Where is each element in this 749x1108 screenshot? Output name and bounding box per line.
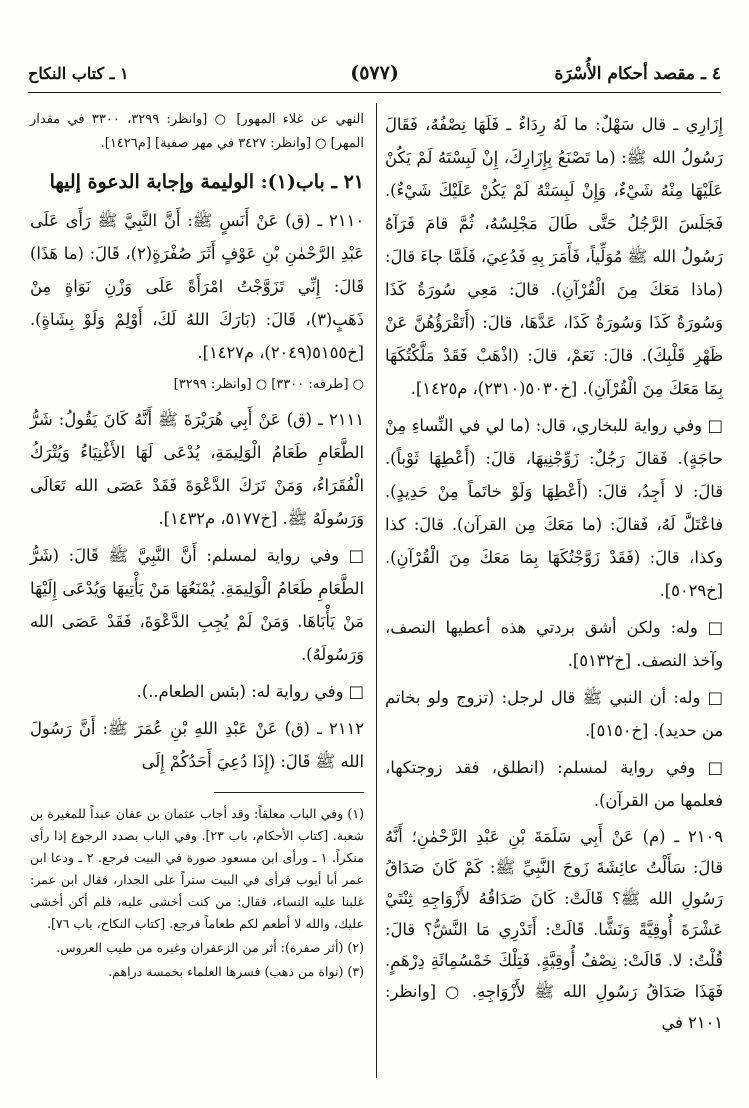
muslim-variant: □ وفي رواية لمسلم: (انطلق، فقد زوجتكها، فعلمها من القرآن). <box>385 758 723 810</box>
hadith-2110: ٢١١٠ ـ (ق) عَنْ أَنَسٍ ﷺ: أَنَّ النَّبِيَّ ﷺ رَأَى عَلَى عَبْدِ الرَّحْمٰنِ بْنِ عَوْفٍ أَثَرَ صُفْرَةٍ(٢)، قَالَ: (ما هَذَا) قَالَ: إِنِّي تَزَوَّجْتُ امْرَأَةً عَلَى وَزْنِ نَوَاةٍ مِنْ ذَهَبٍ(٣)، قَالَ: (بَارَكَ اللهُ لَكَ، أَوْلِمْ وَلَوْ بِشَاةٍ). [خ٥١٥٥(٢٠٤٩)، م١٤٢٧]. <box>30 211 364 362</box>
muslim-variant: □ وفي رواية لمسلم: أَنَّ النَّبِيَّ ﷺ قَالَ: (شَرُّ الطَّعَامِ طَعَامُ الْوَلِيمَةِ. يُمْنَعُهَا مَنْ يَأْتِيهَا وَيُدْعَى إِلَيْهَا مَنْ يَأْبَاهَا. وَمَنْ لَمْ يُجِبِ الدَّعْوَةَ، فَقَدْ عَصَى الله وَرَسُولَهُ). <box>30 546 364 664</box>
variant-note: □ وله: أن النبي ﷺ قال لرجل: (تزوج ولو بخاتم من حديد). [خ٥١٥٠]. <box>385 688 723 740</box>
footnote-separator <box>214 792 364 793</box>
right-column <box>385 108 723 1042</box>
page-number: (٥٧٧) <box>350 62 399 84</box>
variant-note: □ وله: ولكن أشق بردتي هذه أعطيها النصف، وآخذ النصف. [خ٥١٣٢]. <box>385 618 723 670</box>
header-section-title: ٤ ـ مقصد أحكام الأُسْرَة <box>554 64 721 84</box>
header-chapter-title: ١ ـ كتاب النكاح <box>28 64 129 83</box>
hadith-2112: ٢١١٢ ـ (ق) عَنْ عَبْدِ اللهِ بْنِ عُمَرَ ﷺ: أَنَّ رَسُولَ الله ﷺ قَالَ: (إِذَا دُعِيَ أَحَدُكُمْ إِلَى <box>30 719 364 771</box>
hadith-continuation: إِزَارِي ـ قال سَهْلٌ: ما لَهُ رِدَاءٌ ـ فَلَهَا نِصْفُهُ، فَقَالَ رَسُولُ الله ﷺ: (ما تَصْنَعُ بِإِزَارِكَ، إِنْ لَبِسْتَهُ لَمْ يَكُنْ عَلَيْهَا مِنْهُ شَيْءٌ، وَإِنْ لَبِسَتْهُ لَمْ يَكُنْ عَلَيْكَ شَيْءٌ). فَجَلَسَ الرَّجُلُ حَتَّى طَالَ مَجْلِسُهُ، ثُمَّ قامَ فَرَآهُ رَسُولُ الله ﷺ مُوَلِّياً، فَأَمَرَ بِهِ فَدُعِيَ، فَلَمَّا جاءَ قالَ: (ماذا مَعَكَ مِنَ الْقُرْآنِ). قالَ: مَعِي سُورَةُ كَذَا وَسُورَةُ كَذَا وَسُورَةُ كَذَا، عَدَّهَا، قالَ: (أَتَقْرَؤُهُنَّ عَنْ ظَهْرِ قَلْبِكَ). قالَ: نَعَمْ، قالَ: (اذْهَبْ فَقَدْ مَلَّكْتُكَهَا بِمَا مَعَكَ مِنَ الْقُرْآنِ). [خ٥٠٣٠(٢٣١٠)، م١٤٢٥]. <box>385 115 723 398</box>
left-column <box>30 108 364 985</box>
footnote: (١) وفي الباب معلقاً: وقد أجاب عثمان بن عفان عبداً للمغيرة بن شعبة. [كتاب الأحكام، باب ٢٣]. وفي الباب بصدد الرجوع إذا رأى منكراً. ١ ـ ورأى ابن مسعود صورة في البيت فرجع. ٢ ـ ودعا ابن عمر أبا أيوب فرأى في البيت ستراً على الجدار، فقال ابن عمر: غلبنا عليه النساء، فقال: من كنت أخشى عليه، فلم أكن أخشى عليك، والله لا أطعم لكم طعاماً فرجع. [كتاب النكاح، باب ٧٦]. <box>30 806 364 931</box>
cross-reference-note: النهي عن غلاء المهور] ○ [وانظر: ٣٢٩٩، ٣٣٠٠ في مقدار المهر] ○ [وانظر: ٣٤٢٧ في مهر صفية] [م١٤٢٦]. <box>30 112 364 151</box>
variant-note: □ وفي رواية له: (بئس الطعام..). <box>136 682 364 701</box>
chapter-heading: ٢١ ـ باب(١): الوليمة وإجابة الدعوة إليها <box>49 171 364 193</box>
column-divider <box>376 103 377 1078</box>
footnote: (٣) (نواة من ذهب) فسرها العلماء بخمسة دراهم. <box>108 964 364 979</box>
footnote: (٢) (أثر صفرة): أثر من الزعفران وغيره من طيب العروس. <box>56 940 364 955</box>
page-header <box>28 58 721 93</box>
bukhari-variant: □ وفي رواية للبخاري، قال: (ما لي في النِّساءِ مِنْ حاجَةٍ). فَقالَ رَجُلٌ: زَوِّجْنِيهَا، قالَ: (أَعْطِهَا ثَوْباً). قالَ: لا أَجِدُ، قالَ: (أَعْطِهَا وَلَوْ خاتَماً مِنْ حَدِيدٍ). فاعْتَلَّ لَهُ، فَقالَ: (ما مَعَكَ مِن القرآن). قالَ: كذا وكذا، قالَ: (فَقَدْ زَوَّجْتُكَهَا بِمَا مَعَكَ مِنَ الْقُرْآنِ). [خ٥٠٢٩]. <box>385 416 723 600</box>
hadith-2111: ٢١١١ ـ (ق) عَنْ أَبِي هُرَيْرَةَ ﷺ أَنَّهُ كَانَ يَقُولُ: شَرُّ الطَّعَامِ طَعَامُ الْوَلِيمَةِ، يُدْعَى لَهَا الأَغْنِيَاءُ وَيُتْرَكُ الْفُقَرَاءُ، وَمَنْ تَرَكَ الدَّعْوَةَ فَقَدْ عَصَى الله تَعَالَى وَرَسُولَهُ ﷺ. [خ٥١٧٧، م١٤٣٢]. <box>30 410 364 528</box>
cross-reference-note: ○ [طرفه: ٣٣٠٠] ○ [وانظر: ٣٢٩٩] <box>173 377 364 392</box>
hadith-2109: ٢١٠٩ ـ (م) عَنْ أَبِي سَلَمَةَ بْنِ عَبْدِ الرَّحْمٰنِ؛ أَنَّهُ قالَ: سَأَلْتُ عائِشَةَ زَوجَ النَّبِيِّ ﷺ: كَمْ كَانَ صَدَاقُ رَسُولِ الله ﷺ؟ قَالَتْ: كَانَ صَدَاقُهُ لأَزْوَاجِهِ ثِنْتَيْ عَشْرَةَ أُوقِيَّةً وَنَشًّا. قَالَتْ: أَتَدْرِي مَا النَّشُّ؟ قالَ: قُلْتُ: لا. قَالَتْ: نِصْفُ أُوقِيَّةٍ. فَتِلْكَ خَمْسُمِائَةِ دِرْهَمٍ. فَهَذَا صَدَاقُ رَسُولِ الله ﷺ لأَزْوَاجِهِ. ○ [وانظر: ٢١٠١ في <box>385 827 723 1032</box>
